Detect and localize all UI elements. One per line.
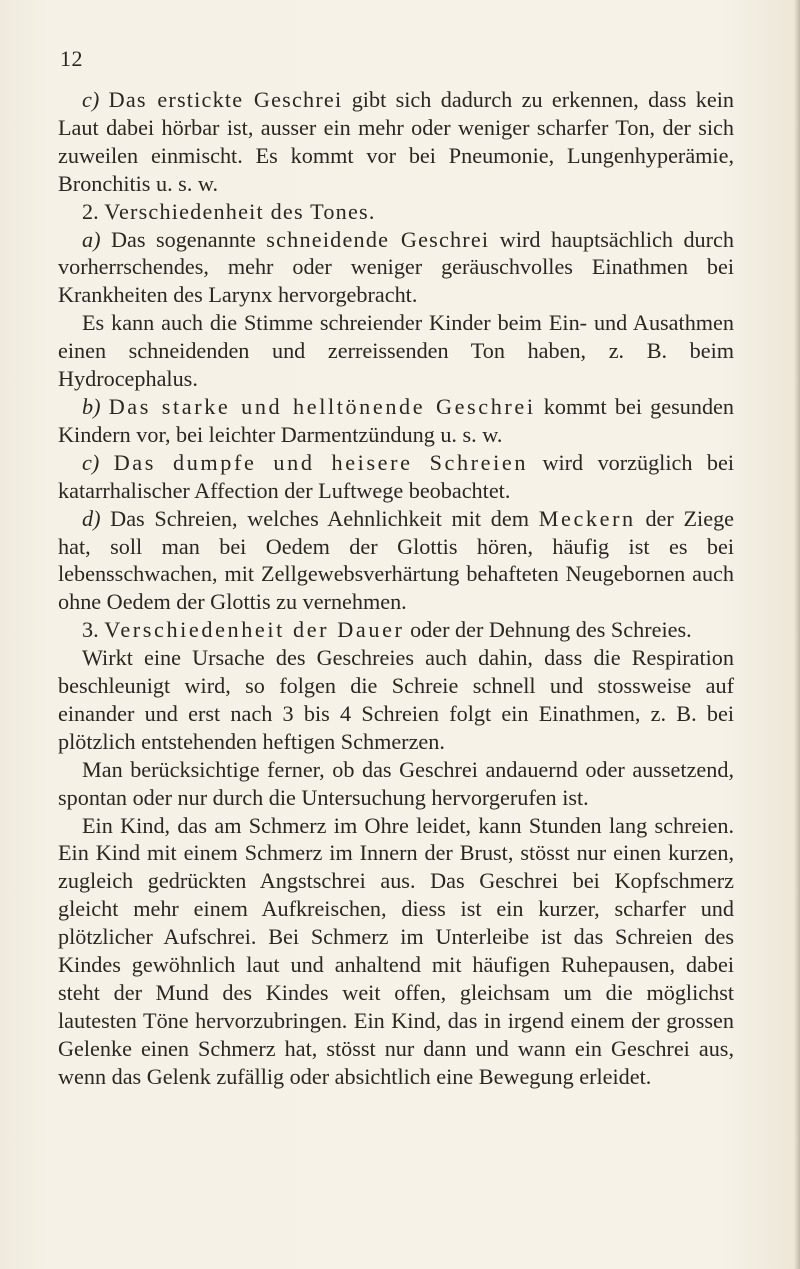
section-title: Verschiedenheit des Tones. <box>104 198 376 224</box>
spaced-term: Das starke und helltönende Geschrei <box>108 393 536 419</box>
section-title-rest: oder der Dehnung des Schreies. <box>404 617 692 643</box>
paragraph-respiration: Wirkt eine Ursache des Geschreies auch dahin, dass die Respiration beschleunigt wird, so folgen die Schreie schnell und stossweise auf einander und erst nach 3 bis 4 Schreien folgt ein Einathmen, z. B. bei plötzlich entstehenden heftigen Schmerzen. <box>58 645 734 754</box>
page-body <box>58 86 734 1091</box>
paragraph-erstickte-geschrei <box>58 86 734 198</box>
spaced-term: Meckern <box>538 505 636 531</box>
section-title: Verschiedenheit der Dauer <box>104 617 405 643</box>
paragraph-starke-geschrei <box>58 393 734 449</box>
spaced-term: Das erstickte Geschrei <box>108 87 343 112</box>
section-number: 3. <box>82 617 99 643</box>
paragraph-schneidende-geschrei <box>58 226 734 310</box>
item-marker: d) <box>82 505 101 531</box>
item-marker: b) <box>82 393 101 419</box>
paragraph-text: wird vorzüglich bei katarrhalischer Affection der Luftwege beobachtet. <box>58 449 734 503</box>
page-number: 12 <box>60 46 83 71</box>
section-heading-dauer <box>58 616 734 644</box>
paragraph-dumpfe-schreien <box>58 449 734 505</box>
paragraph-schmerz-arten: Ein Kind, das am Schmerz im Ohre leidet, kann Stunden lang schreien. Ein Kind mit einem Schmerz im Innern der Brust, stösst nur einen kurzen, zugleich gedrückten Angstschrei aus. Das Geschrei bei Kopfschmerz gleicht mehr einem Aufkreischen, diess ist ein kurzer, scharfer und plötzlicher Aufschrei. Bei Schmerz im Unterleibe ist das Schreien des Kindes gewöhnlich laut und anhaltend mit häufigen Ruhepausen, dabei steht der Mund des Kindes weit offen, gleichsam um die möglichst lautesten Töne hervorzubringen. Ein Kind, das in irgend einem der grossen Gelenke einen Schmerz hat, stösst nur dann und wann ein Geschrei aus, wenn das Gelenk zufällig oder absichtlich eine Bewegung erleidet. <box>58 812 734 1089</box>
paragraph-text: gibt sich dadurch zu erkennen, dass kein Laut dabei hörbar ist, ausser ein mehr oder weniger scharfer Ton, der sich zuweilen einmischt. Es kommt vor bei Pneumonie, Lungenhyperämie, Bronchitis u. s. w. <box>58 87 734 196</box>
paragraph-meckern <box>58 505 734 617</box>
section-number: 2. <box>82 198 99 224</box>
item-marker: c) <box>82 87 100 112</box>
paragraph-text: Das Schreien, welches Aehnlichkeit mit dem <box>100 505 539 531</box>
paragraph-text: kommt bei gesunden Kindern vor, bei leichter Darmentzündung u. s. w. <box>58 393 734 447</box>
spaced-term: Das dumpfe und heisere Schreien <box>113 449 529 475</box>
paragraph-hydrocephalus: Es kann auch die Stimme schreiender Kinder beim Ein- und Ausathmen einen schneidenden und zerreissenden Ton haben, z. B. beim Hydrocephalus. <box>58 310 734 392</box>
section-heading-tones <box>58 198 734 226</box>
paragraph-text: der Ziege hat, soll man bei Oedem der Glottis hören, häufig ist es bei lebensschwachen, mit Zellgewebsverhärtung behafteten Neugebornen auch ohne Oedem der Glottis zu vernehmen. <box>58 505 735 615</box>
spaced-term: schneidende Geschrei <box>266 226 490 252</box>
page-edge-shadow <box>794 0 800 1269</box>
paragraph-text: Das sogenannte <box>100 226 267 252</box>
item-marker: a) <box>82 226 101 252</box>
paragraph-text: wird hauptsächlich durch vorherrschendes, mehr oder weniger geräuschvolles Einathmen bei Krankheiten des Larynx hervorgebracht. <box>58 226 734 308</box>
item-marker: c) <box>82 449 100 475</box>
paragraph-andauernd: Man berücksichtige ferner, ob das Geschrei andauernd oder aussetzend, spontan oder nur durch die Untersuchung hervorgerufen ist. <box>58 756 734 810</box>
